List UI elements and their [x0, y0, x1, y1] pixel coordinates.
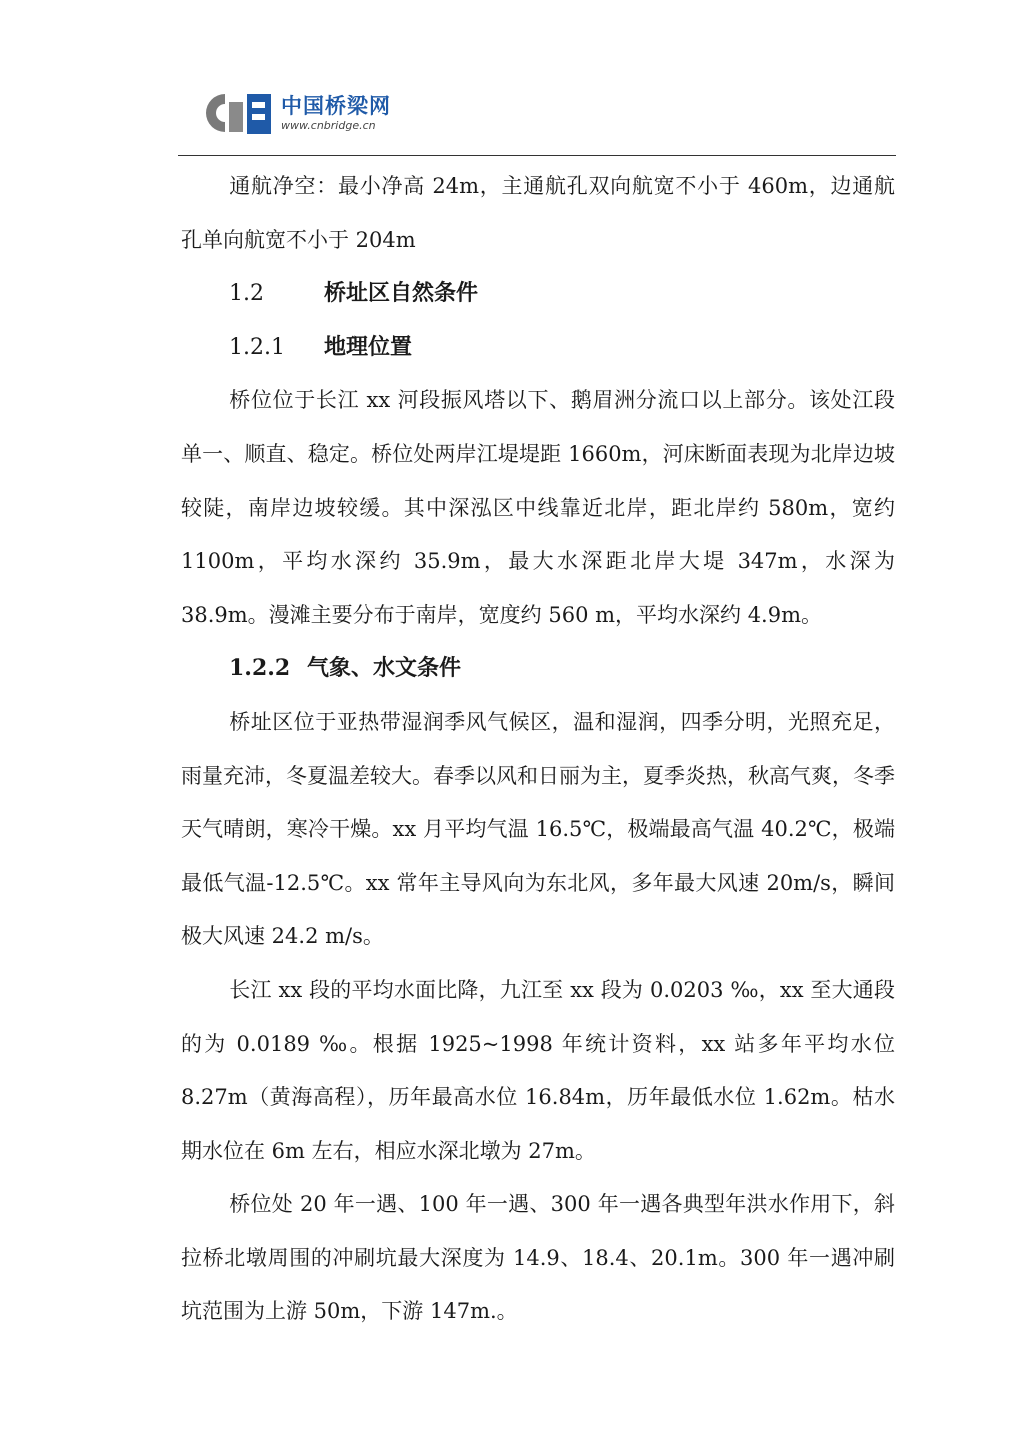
paragraph-scour: 桥位处 20 年一遇、100 年一遇、300 年一遇各典型年洪水作用下，斜拉桥北墩周围的冲刷坑最大深度为 14.9、18.4、20.1m。300 年一遇冲刷坑范围为上游 50m，下游 147m.。 [181, 1192, 895, 1324]
document-body [181, 160, 895, 1339]
logo-name: 中国桥梁网 [281, 94, 391, 118]
section-title: 桥址区自然条件 [324, 280, 479, 307]
paragraph-geography: 桥位位于长江 xx 河段振风塔以下、鹅眉洲分流口以上部分。该处江段单一、顺直、稳定。桥位处两岸江堤堤距 1660m，河床断面表现为北岸边坡较陡，南岸边坡较缓。其中深泓区中线靠近北岸，距北岸约 580m，宽约 1100m，平均水深约 35.9m，最大水深距北岸大堤 347m，水深为 38.9m。漫滩主要分布于南岸，宽度约 560 m，平均水深约 4.9m。 [181, 388, 895, 627]
paragraph-climate: 桥址区位于亚热带湿润季风气候区，温和湿润，四季分明，光照充足，雨量充沛，冬夏温差较大。春季以风和日丽为主，夏季炎热，秋高气爽，冬季天气晴朗，寒冷干燥。xx 月平均气温 16.5℃，极端最高气温 40.2℃，极端最低气温-12.5℃。xx 常年主导风向为东北风，多年最大风速 20m/s，瞬间极大风速 24.2 m/s。 [181, 709, 895, 949]
cnbridge-logo-icon [205, 86, 275, 140]
header-divider [178, 155, 896, 156]
section-heading-1-2-2 [181, 642, 895, 696]
section-number: 1.2 [229, 281, 264, 307]
section-title: 气象、水文条件 [307, 655, 462, 682]
section-heading-1-2-1 [181, 321, 895, 375]
paragraph-navigation-clearance: 通航净空：最小净高 24m，主通航孔双向航宽不小于 460m，边通航孔单向航宽不小于 204m [181, 174, 895, 252]
logo-url: www.cnbridge.cn [281, 119, 376, 132]
paragraph-hydrology: 长江 xx 段的平均水面比降，九江至 xx 段为 0.0203 ‰，xx 至大通段的为 0.0189 ‰。根据 1925~1998 年统计资料，xx 站多年平均水位 8.27m（黄海高程），历年最高水位 16.84m，历年最低水位 1.62m。枯水期水位在 6m 左右，相应水深北墩为 27m。 [181, 977, 895, 1163]
section-heading-1-2 [181, 267, 895, 321]
section-title: 地理位置 [324, 333, 413, 360]
site-header [205, 86, 425, 142]
section-number: 1.2.2 [229, 655, 291, 682]
section-number: 1.2.1 [229, 334, 285, 360]
